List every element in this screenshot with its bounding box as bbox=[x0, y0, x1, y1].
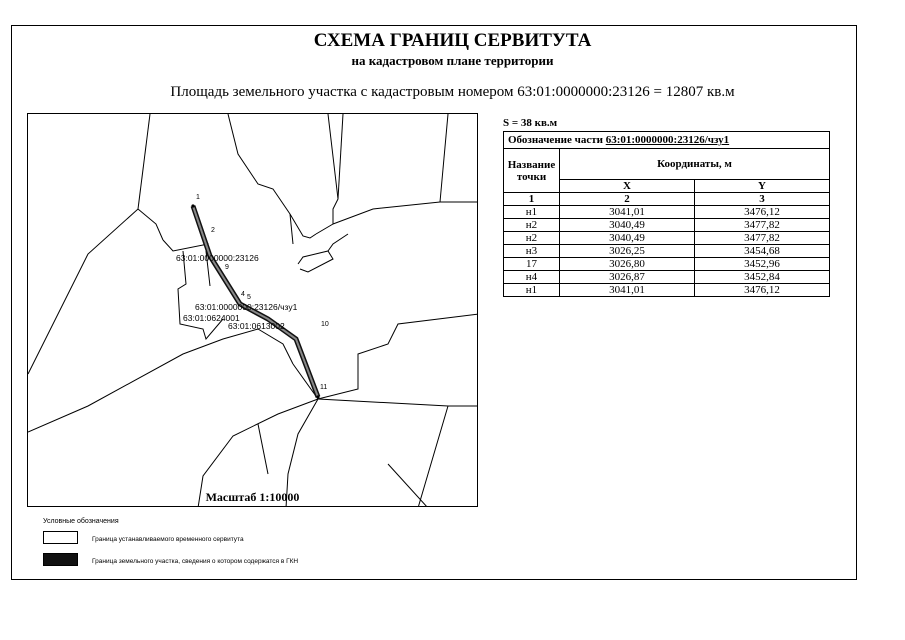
point-label-2: 2 bbox=[211, 227, 215, 234]
table-header-row bbox=[504, 132, 830, 149]
boundary-line bbox=[298, 251, 333, 272]
legend-item-parcel: Граница земельного участка, сведения о котором содержатся в ГКН bbox=[92, 558, 299, 565]
table-number-row bbox=[504, 193, 830, 206]
point-label-11: 11 bbox=[320, 384, 328, 391]
coordinates-table bbox=[503, 131, 830, 297]
boundary-line bbox=[228, 114, 316, 238]
col-x-header: X bbox=[560, 180, 695, 193]
legend-swatch-servitude bbox=[43, 531, 78, 544]
cadastral-map bbox=[27, 113, 478, 507]
survey-point bbox=[316, 395, 319, 398]
point-name: н4 bbox=[504, 271, 560, 284]
table-row bbox=[504, 271, 830, 284]
point-name: н2 bbox=[504, 219, 560, 232]
col-name-header: Название точки bbox=[504, 149, 560, 193]
part-designation-cell bbox=[504, 132, 830, 149]
boundary-line bbox=[318, 399, 478, 406]
point-label-10: 10 bbox=[321, 321, 329, 328]
point-y: 3452,96 bbox=[695, 258, 830, 271]
legend-item-servitude: Граница устанавливаемого временного сервитута bbox=[92, 536, 244, 543]
point-y: 3452,84 bbox=[695, 271, 830, 284]
survey-point bbox=[191, 204, 194, 207]
point-label-1: 1 bbox=[196, 194, 200, 201]
boundary-line bbox=[163, 240, 208, 251]
col-num: 1 bbox=[504, 193, 560, 206]
parcel-label-part: 63:01:0000000:23126/чзу1 bbox=[195, 302, 298, 312]
point-x: 3026,80 bbox=[560, 258, 695, 271]
boundary-line bbox=[328, 234, 348, 251]
col-coords-header: Координаты, м bbox=[560, 149, 830, 180]
table-row bbox=[504, 219, 830, 232]
point-name: н1 bbox=[504, 284, 560, 297]
point-x: 3026,25 bbox=[560, 245, 695, 258]
point-x: 3026,87 bbox=[560, 271, 695, 284]
table-row bbox=[504, 284, 830, 297]
point-y: 3477,82 bbox=[695, 232, 830, 245]
table-header-row bbox=[504, 149, 830, 180]
point-name: н1 bbox=[504, 206, 560, 219]
point-y: 3477,82 bbox=[695, 219, 830, 232]
col-num: 2 bbox=[560, 193, 695, 206]
boundary-line bbox=[333, 202, 478, 224]
block-label-left: 63:01:0624001 bbox=[183, 313, 240, 323]
boundary-line bbox=[338, 114, 343, 199]
area-statement: Площадь земельного участка с кадастровым номером 63:01:0000000:23126 = 12807 кв.м bbox=[170, 84, 735, 100]
point-y: 3476,12 bbox=[695, 206, 830, 219]
table-row bbox=[504, 232, 830, 245]
boundary-line bbox=[28, 209, 163, 374]
legend-title: Условные обозначения bbox=[43, 518, 119, 525]
servitude-area: S = 38 кв.м bbox=[503, 117, 558, 129]
boundary-line bbox=[440, 114, 448, 202]
part-id: 63:01:0000000:23126/чзу1 bbox=[605, 134, 730, 146]
point-y: 3476,12 bbox=[695, 284, 830, 297]
point-label-9: 9 bbox=[225, 264, 229, 271]
boundary-line bbox=[318, 314, 478, 399]
boundary-line bbox=[28, 329, 293, 432]
table-row bbox=[504, 258, 830, 271]
boundary-line bbox=[316, 114, 338, 234]
point-x: 3040,49 bbox=[560, 232, 695, 245]
table-row bbox=[504, 245, 830, 258]
page-subtitle: на кадастровом плане территории bbox=[351, 53, 554, 68]
legend-swatch-parcel bbox=[43, 553, 78, 566]
point-label-5: 5 bbox=[247, 294, 251, 301]
point-y: 3454,68 bbox=[695, 245, 830, 258]
parcel-label-main: 63:01:0000000:23126 bbox=[176, 253, 259, 263]
point-name: н2 bbox=[504, 232, 560, 245]
table-row bbox=[504, 206, 830, 219]
col-y-header: Y bbox=[695, 180, 830, 193]
part-label: Обозначение части bbox=[508, 134, 603, 146]
map-scale: Масштаб 1:10000 bbox=[205, 490, 300, 504]
col-num: 3 bbox=[695, 193, 830, 206]
page-title: СХЕМА ГРАНИЦ СЕРВИТУТА bbox=[313, 30, 592, 51]
point-name: н3 bbox=[504, 245, 560, 258]
point-x: 3040,49 bbox=[560, 219, 695, 232]
point-x: 3041,01 bbox=[560, 206, 695, 219]
point-name: 17 bbox=[504, 258, 560, 271]
point-label-4: 4 bbox=[241, 291, 245, 298]
point-x: 3041,01 bbox=[560, 284, 695, 297]
block-label-right: 63:01:0613002 bbox=[228, 321, 285, 331]
boundary-line bbox=[258, 424, 268, 474]
boundary-line bbox=[138, 114, 150, 209]
